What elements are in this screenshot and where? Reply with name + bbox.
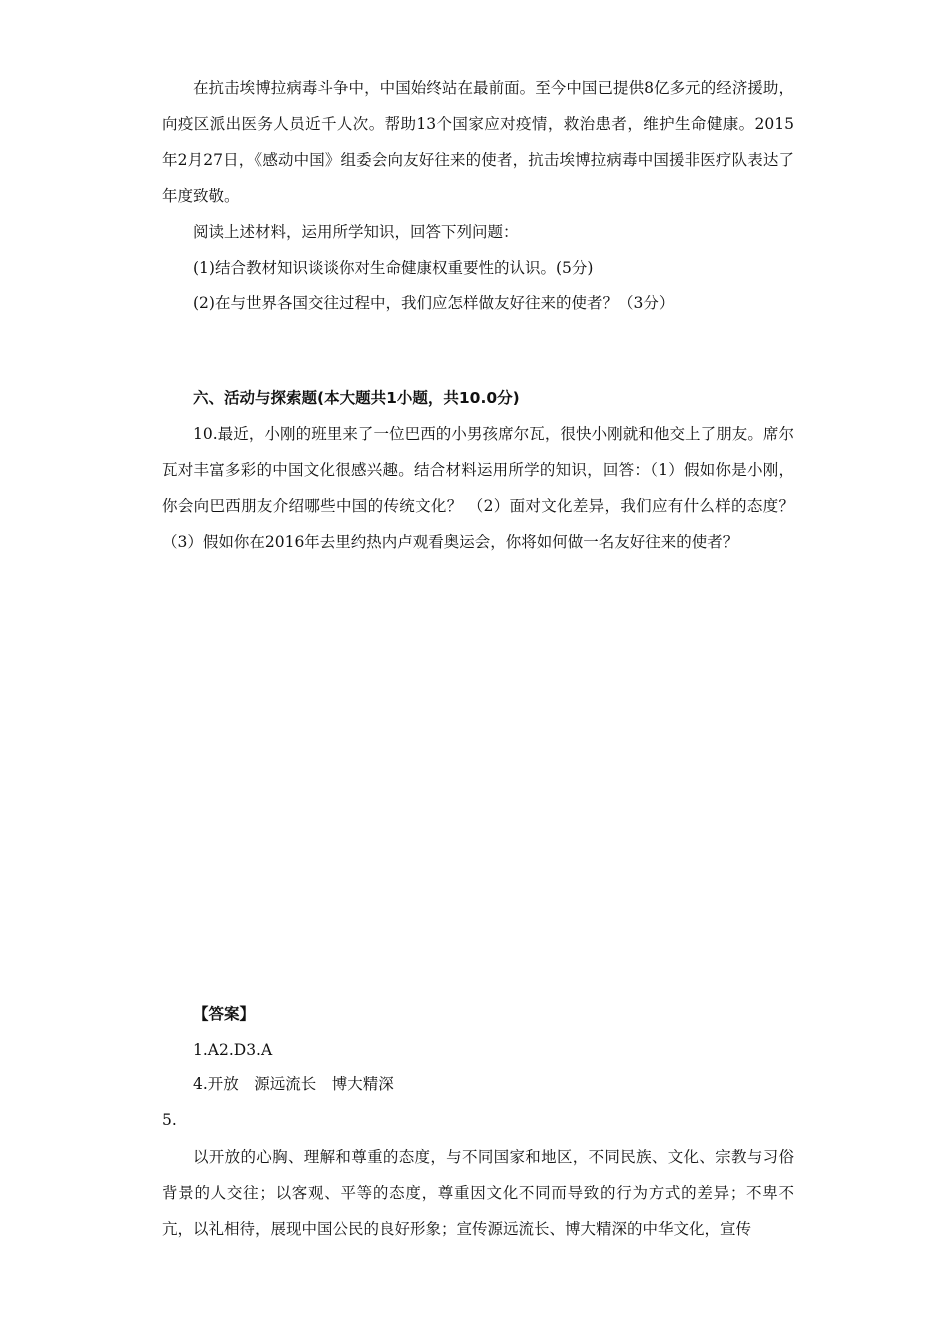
question-1: (1)结合教材知识谈谈你对生命健康权重要性的认识。(5分) xyxy=(193,259,594,277)
answer-line-1: 1.A2.D3.A xyxy=(193,1041,273,1059)
answer-5-text: 以开放的心胸、理解和尊重的态度，与不同国家和地区，不同民族、文化、宗教与习俗背景的人交往；以客观、平等的态度，尊重因文化不同而导致的行为方式的差异；不卑不亢，以礼相待，展现中国公民的良好形象；宣传源远流长、博大精深的中华文化，宣传 xyxy=(162,1148,794,1238)
instruction-text: 阅读上述材料，运用所学知识，回答下列问题： xyxy=(193,223,519,241)
answer-heading: 【答案】 xyxy=(193,1005,256,1023)
question-2: (2)在与世界各国交往过程中，我们应怎样做友好往来的使者？（3分） xyxy=(193,294,675,312)
material-paragraph: 在抗击埃博拉病毒斗争中，中国始终站在最前面。至今中国已提供8亿多元的经济援助，向疫区派出医务人员近千人次。帮助13个国家应对疫情，救治患者，维护生命健康。2015年2月27日，《感动中国》组委会向友好往来的使者，抗击埃博拉病毒中国援非医疗队表达了年度致敬。 xyxy=(162,79,794,205)
section-six-heading: 六、活动与探索题(本大题共1小题，共10.0分) xyxy=(193,389,520,407)
answer-5-label: 5. xyxy=(162,1111,177,1129)
answer-line-4: 4.开放 源远流长 博大精深 xyxy=(193,1075,394,1093)
question-10: 10.最近，小刚的班里来了一位巴西的小男孩席尔瓦，很快小刚就和他交上了朋友。席尔瓦对丰富多彩的中国文化很感兴趣。结合材料运用所学的知识，回答：（1）假如你是小刚，你会向巴西朋友介绍哪些中国的传统文化？ （2）面对文化差异，我们应有什么样的态度？ （3）假如你在2016年去里约热内卢观看奥运会，你将如何做一名友好往来的使者？ xyxy=(162,425,794,551)
